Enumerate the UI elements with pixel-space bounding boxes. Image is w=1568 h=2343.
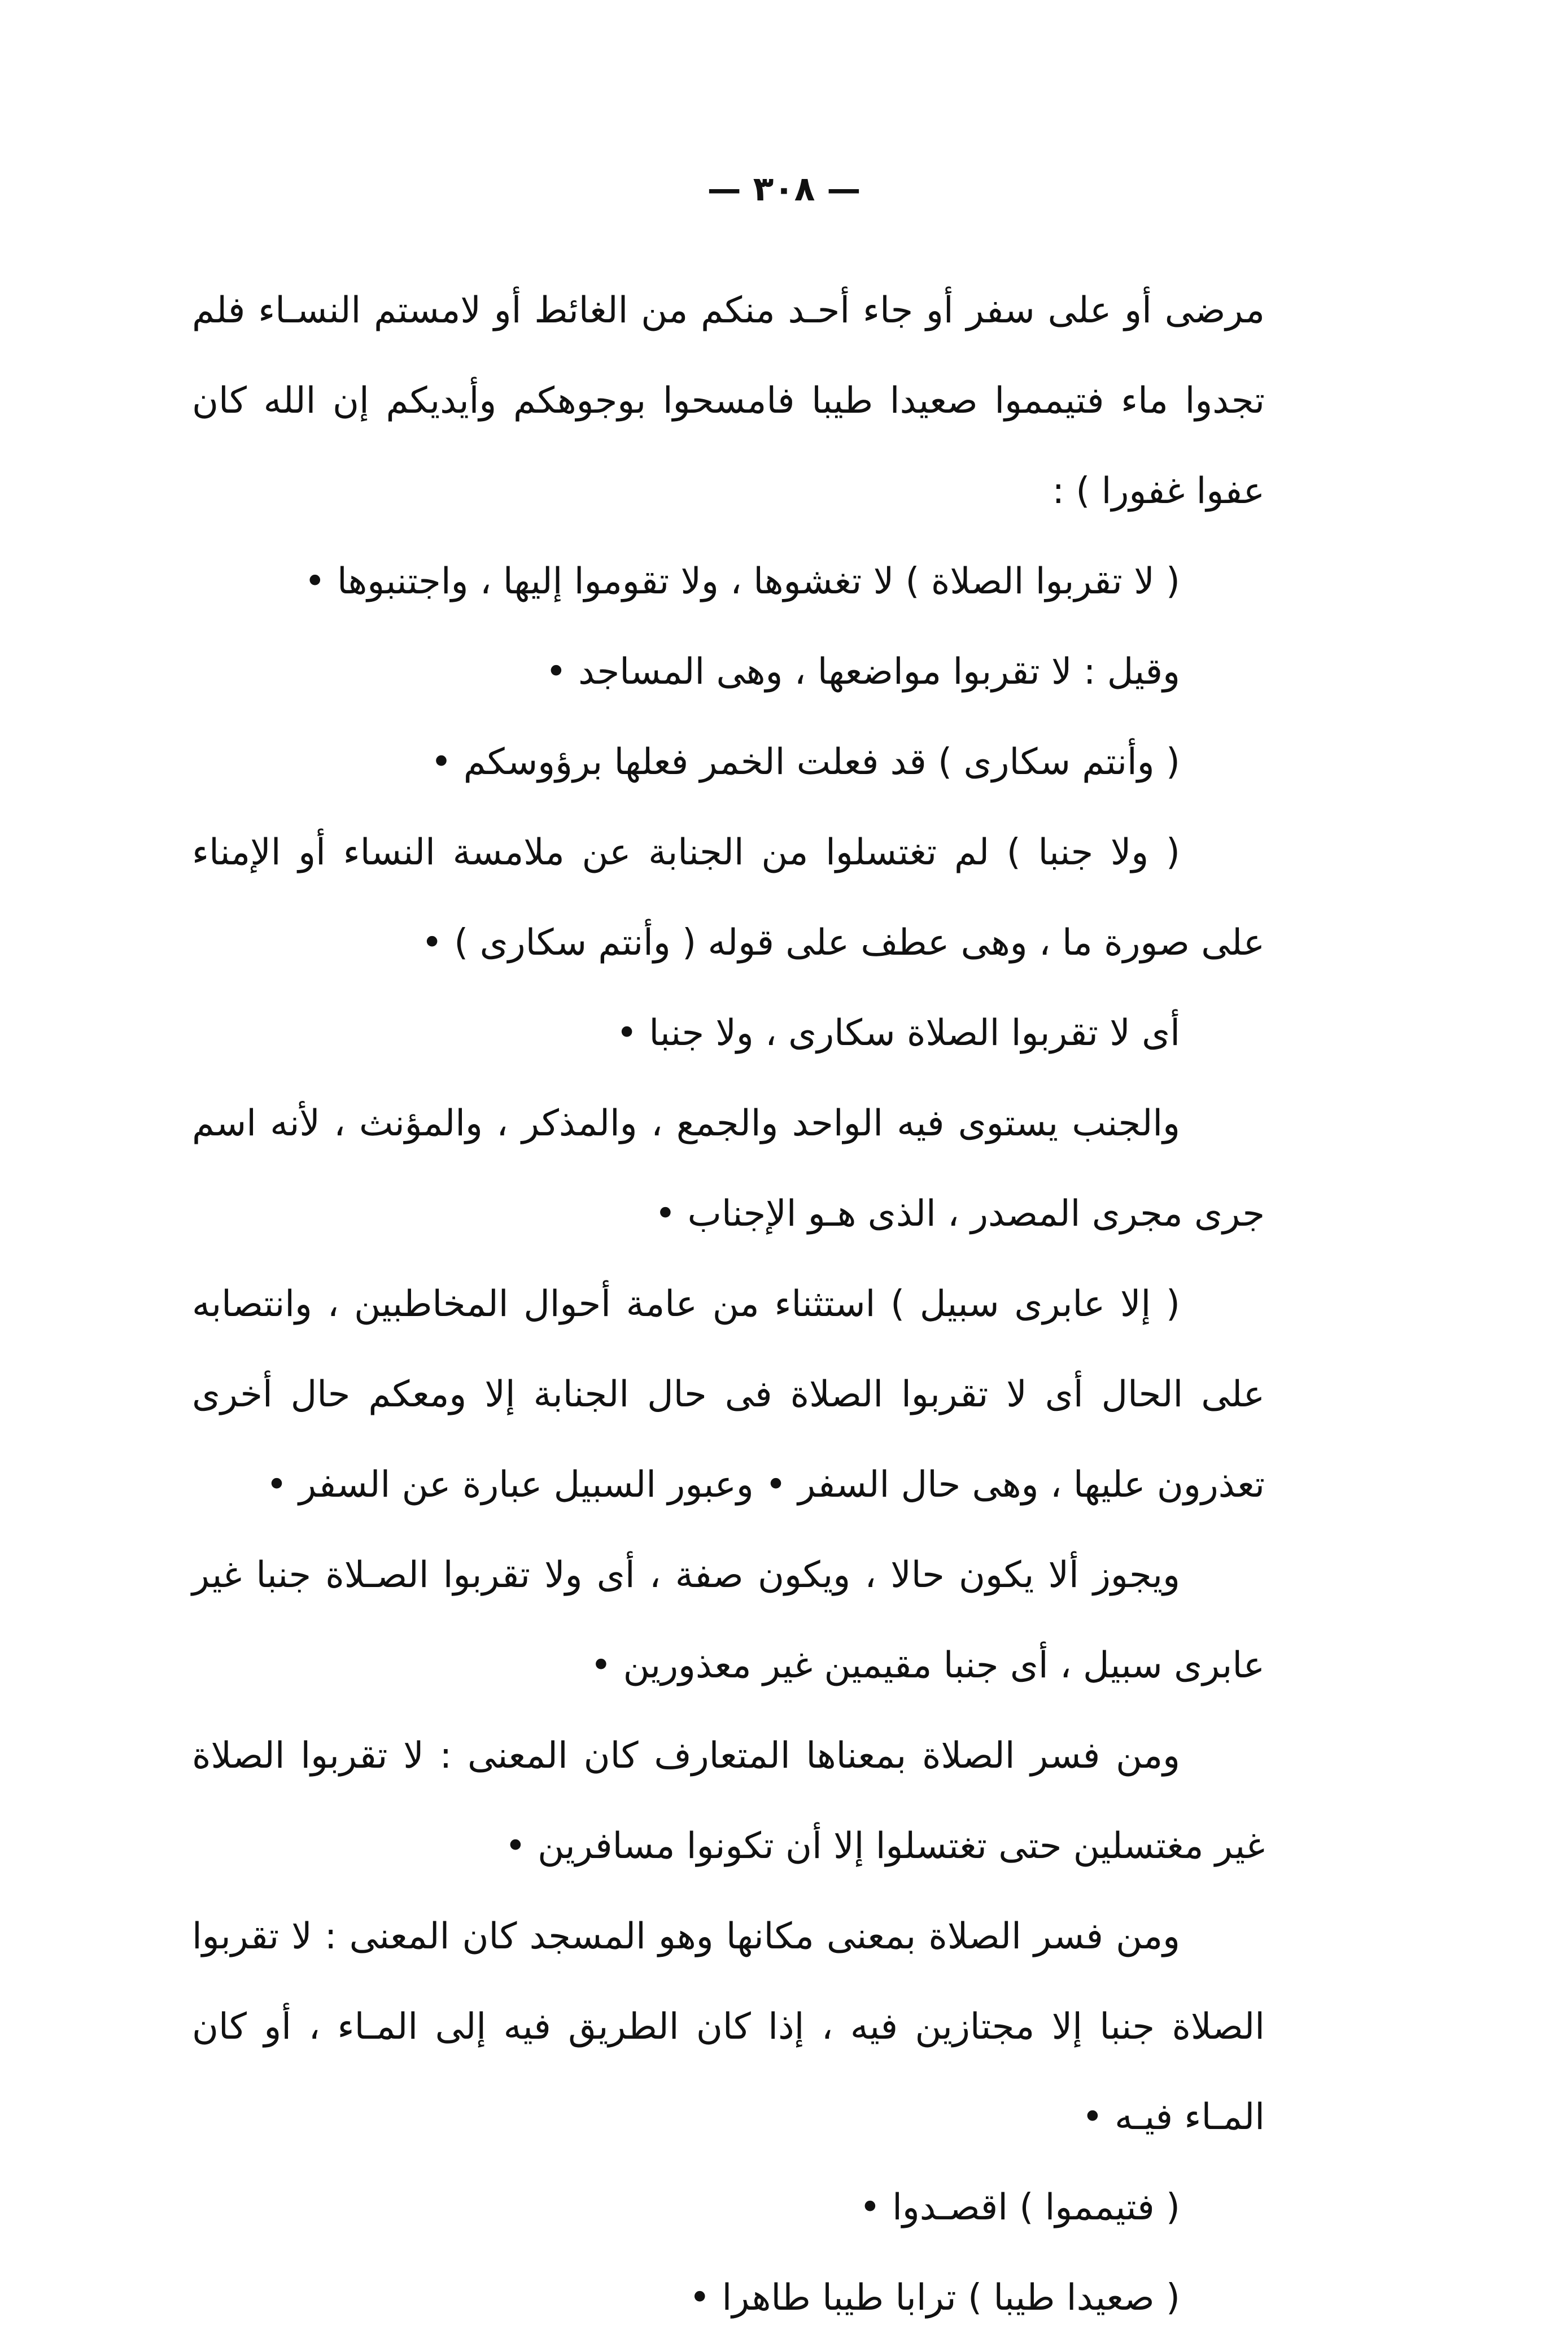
paragraph: ( وأنتم سكارى ) قد فعلت الخمر فعلها برؤوسكم • <box>430 741 1180 783</box>
paragraph: ( فتيمموا ) اقصـدوا • <box>859 2187 1180 2228</box>
paragraph: ( صعيدا طيبا ) ترابا طيبا طاهرا • <box>689 2277 1180 2319</box>
paragraph: ويجوز ألا يكون حالا ، ويكون صفة ، أى ولا تقربوا الصـلاة جنبا غير عابرى سبيل ، أى جنبا مقيمين غير معذورين • <box>192 1554 1265 1686</box>
paragraph: ( ولا جنبا ) لم تغتسلوا من الجنابة عن ملامسة النساء أو الإمناء على صورة ما ، وهى عطف على قوله ( وأنتم سكارى ) • <box>192 832 1265 964</box>
paragraph: والجنب يستوى فيه الواحد والجمع ، والمذكر ، والمؤنث ، لأنه اسم جرى مجرى المصدر ، الذى هـو الإجناب • <box>192 1103 1265 1235</box>
paragraph: مرضى أو على سفر أو جاء أحـد منكم من الغائط أو لامستم النسـاء فلم تجدوا ماء فتيمموا صعيدا طيبا فامسحوا بوجوهكم وأيديكم إن الله كان عفوا غفورا ) : <box>192 290 1265 512</box>
paragraph: ومن فسر الصلاة بمعنى مكانها وهو المسجد كان المعنى : لا تقربوا الصلاة جنبا إلا مجتازين فيه ، إذا كان الطريق فيه إلى المـاء ، أو كان المـاء فيـه • <box>192 1916 1265 2138</box>
paragraph: ( إلا عابرى سبيل ) استثناء من عامة أحوال المخاطبين ، وانتصابه على الحال أى لا تقربوا الصلاة فى حال الجنابة إلا ومعكم حال أخرى تعذرون عليها ، وهى حال السفر • وعبور السبيل عبارة عن السفر • <box>192 1283 1265 1506</box>
paragraph: أى لا تقربوا الصلاة سكارى ، ولا جنبا • <box>616 1012 1180 1054</box>
paragraph: ومن فسر الصلاة بمعناها المتعارف كان المعنى : لا تقربوا الصلاة غير مغتسلين حتى تغتسلوا إلا أن تكونوا مسافرين • <box>192 1735 1265 1867</box>
body-text <box>192 265 1265 2343</box>
paragraph: وقيل : لا تقربوا مواضعها ، وهى المساجد • <box>545 651 1180 693</box>
paragraph: ( لا تقربوا الصلاة ) لا تغشوها ، ولا تقوموا إليها ، واجتنبوها • <box>304 561 1180 602</box>
page-number: — ٣٠٨ — <box>707 169 861 209</box>
